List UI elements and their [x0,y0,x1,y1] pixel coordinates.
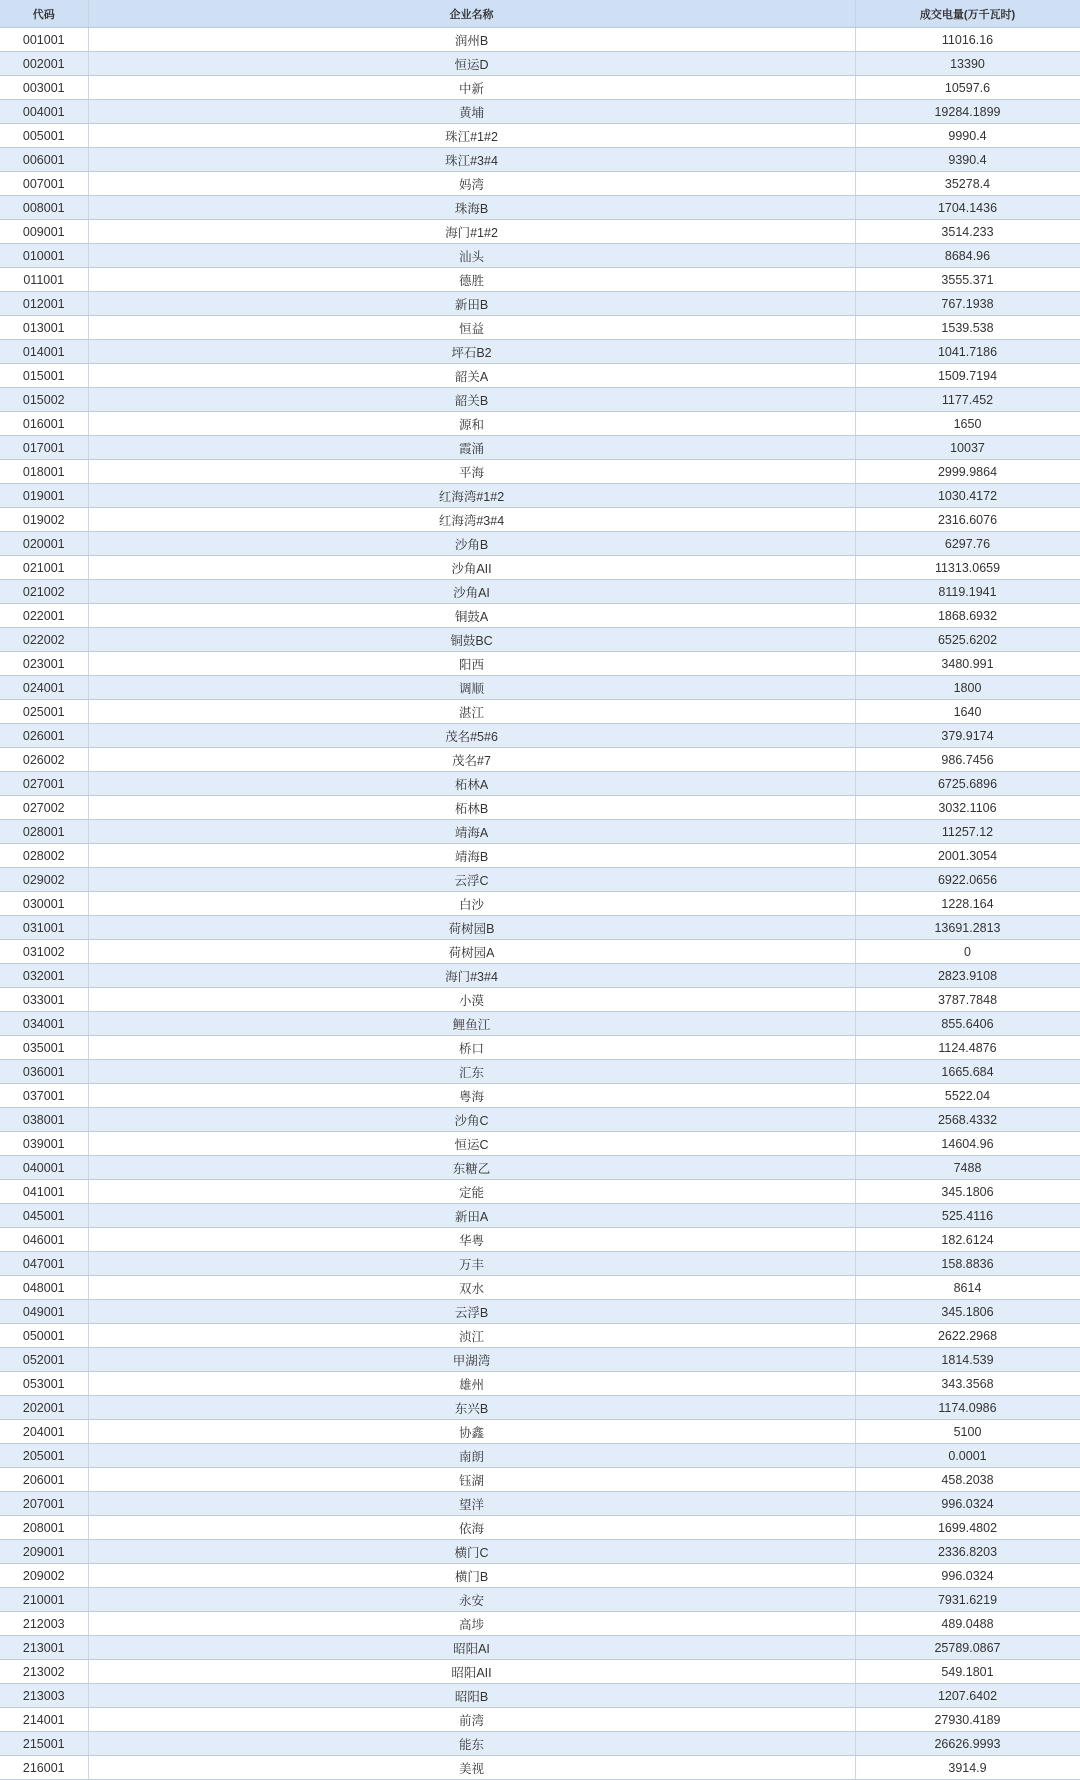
cell-code: 027001 [0,772,88,796]
cell-code: 027002 [0,796,88,820]
cell-company-name: 东糖乙 [88,1156,855,1180]
cell-volume: 6297.76 [855,532,1080,556]
table-row [0,76,1080,100]
cell-volume: 8614 [855,1276,1080,1300]
cell-volume: 14604.96 [855,1132,1080,1156]
cell-volume: 2823.9108 [855,964,1080,988]
cell-volume: 1124.4876 [855,1036,1080,1060]
table-row [0,1540,1080,1564]
cell-company-name: 粤海 [88,1084,855,1108]
cell-company-name: 源和 [88,412,855,436]
cell-code: 216001 [0,1756,88,1780]
cell-company-name: 韶关A [88,364,855,388]
table-row [0,844,1080,868]
cell-code: 035001 [0,1036,88,1060]
cell-volume: 1174.0986 [855,1396,1080,1420]
cell-company-name: 新田B [88,292,855,316]
cell-company-name: 恒益 [88,316,855,340]
cell-volume: 8684.96 [855,244,1080,268]
table-row [0,52,1080,76]
table-row [0,1732,1080,1756]
table-row [0,628,1080,652]
cell-code: 033001 [0,988,88,1012]
cell-code: 205001 [0,1444,88,1468]
cell-company-name: 依海 [88,1516,855,1540]
cell-company-name: 鲤鱼江 [88,1012,855,1036]
table-row [0,1084,1080,1108]
table-row [0,460,1080,484]
cell-code: 213002 [0,1660,88,1684]
cell-company-name: 昭阳AI [88,1636,855,1660]
cell-code: 049001 [0,1300,88,1324]
cell-volume: 7931.6219 [855,1588,1080,1612]
cell-volume: 1640 [855,700,1080,724]
table-row [0,196,1080,220]
cell-code: 031002 [0,940,88,964]
cell-volume: 767.1938 [855,292,1080,316]
header-code: 代码 [0,0,88,28]
cell-company-name: 云浮C [88,868,855,892]
cell-company-name: 昭阳B [88,1684,855,1708]
cell-code: 026001 [0,724,88,748]
cell-volume: 2999.9864 [855,460,1080,484]
table-row [0,1660,1080,1684]
cell-code: 023001 [0,652,88,676]
cell-volume: 26626.9993 [855,1732,1080,1756]
cell-volume: 996.0324 [855,1492,1080,1516]
cell-code: 019001 [0,484,88,508]
cell-company-name: 沙角AI [88,580,855,604]
table-row [0,268,1080,292]
cell-volume: 3555.371 [855,268,1080,292]
cell-code: 025001 [0,700,88,724]
cell-code: 009001 [0,220,88,244]
cell-volume: 343.3568 [855,1372,1080,1396]
cell-company-name: 昭阳AII [88,1660,855,1684]
cell-volume: 9990.4 [855,124,1080,148]
cell-volume: 2336.8203 [855,1540,1080,1564]
table-row [0,1300,1080,1324]
cell-code: 040001 [0,1156,88,1180]
cell-volume: 1539.538 [855,316,1080,340]
table-row [0,220,1080,244]
cell-volume: 549.1801 [855,1660,1080,1684]
cell-company-name: 铜鼓A [88,604,855,628]
table-row [0,700,1080,724]
cell-volume: 2622.2968 [855,1324,1080,1348]
cell-company-name: 新田A [88,1204,855,1228]
cell-company-name: 海门#1#2 [88,220,855,244]
cell-code: 202001 [0,1396,88,1420]
table-row [0,1012,1080,1036]
cell-volume: 5100 [855,1420,1080,1444]
cell-company-name: 白沙 [88,892,855,916]
table-row [0,364,1080,388]
cell-company-name: 美视 [88,1756,855,1780]
cell-volume: 27930.4189 [855,1708,1080,1732]
cell-company-name: 永安 [88,1588,855,1612]
cell-code: 037001 [0,1084,88,1108]
table-row [0,1228,1080,1252]
cell-code: 213001 [0,1636,88,1660]
cell-code: 041001 [0,1180,88,1204]
table-row [0,316,1080,340]
cell-volume: 1041.7186 [855,340,1080,364]
cell-volume: 1509.7194 [855,364,1080,388]
cell-company-name: 协鑫 [88,1420,855,1444]
table-row [0,172,1080,196]
cell-code: 039001 [0,1132,88,1156]
header-volume: 成交电量(万千瓦时) [855,0,1080,28]
cell-volume: 13691.2813 [855,916,1080,940]
cell-company-name: 小漠 [88,988,855,1012]
cell-volume: 3514.233 [855,220,1080,244]
cell-volume: 11313.0659 [855,556,1080,580]
table-row [0,412,1080,436]
cell-code: 015002 [0,388,88,412]
cell-company-name: 甲湖湾 [88,1348,855,1372]
table-row [0,676,1080,700]
cell-company-name: 珠江#3#4 [88,148,855,172]
cell-company-name: 调顺 [88,676,855,700]
cell-code: 007001 [0,172,88,196]
cell-volume: 2568.4332 [855,1108,1080,1132]
table-row [0,1204,1080,1228]
cell-code: 053001 [0,1372,88,1396]
cell-company-name: 恒运D [88,52,855,76]
cell-volume: 1177.452 [855,388,1080,412]
cell-company-name: 荷树园A [88,940,855,964]
cell-company-name: 海门#3#4 [88,964,855,988]
cell-volume: 0 [855,940,1080,964]
cell-volume: 5522.04 [855,1084,1080,1108]
table-row [0,1636,1080,1660]
table-header-row [0,0,1080,28]
cell-volume: 379.9174 [855,724,1080,748]
table-row [0,1372,1080,1396]
cell-company-name: 妈湾 [88,172,855,196]
table-row [0,1444,1080,1468]
table-row [0,1612,1080,1636]
cell-volume: 6922.0656 [855,868,1080,892]
cell-code: 038001 [0,1108,88,1132]
table-row [0,340,1080,364]
cell-company-name: 平海 [88,460,855,484]
cell-company-name: 望洋 [88,1492,855,1516]
cell-volume: 3032.1106 [855,796,1080,820]
cell-code: 029002 [0,868,88,892]
cell-volume: 9390.4 [855,148,1080,172]
cell-volume: 10037 [855,436,1080,460]
cell-company-name: 高埗 [88,1612,855,1636]
cell-volume: 3914.9 [855,1756,1080,1780]
table-row [0,964,1080,988]
table-row [0,1684,1080,1708]
cell-code: 212003 [0,1612,88,1636]
cell-code: 210001 [0,1588,88,1612]
cell-company-name: 汇东 [88,1060,855,1084]
cell-volume: 2316.6076 [855,508,1080,532]
table-row [0,580,1080,604]
cell-code: 214001 [0,1708,88,1732]
cell-company-name: 珠江#1#2 [88,124,855,148]
cell-volume: 1800 [855,676,1080,700]
cell-company-name: 桥口 [88,1036,855,1060]
cell-code: 006001 [0,148,88,172]
cell-volume: 6725.6896 [855,772,1080,796]
cell-volume: 1704.1436 [855,196,1080,220]
table-row [0,892,1080,916]
cell-volume: 1228.164 [855,892,1080,916]
cell-volume: 25789.0867 [855,1636,1080,1660]
table-row [0,124,1080,148]
table-row [0,916,1080,940]
cell-company-name: 沙角AII [88,556,855,580]
cell-volume: 8119.1941 [855,580,1080,604]
table-row [0,292,1080,316]
table-row [0,1036,1080,1060]
table-row [0,796,1080,820]
cell-code: 213003 [0,1684,88,1708]
cell-code: 047001 [0,1252,88,1276]
cell-volume: 1868.6932 [855,604,1080,628]
cell-company-name: 浈江 [88,1324,855,1348]
cell-company-name: 德胜 [88,268,855,292]
cell-code: 016001 [0,412,88,436]
table-body [0,28,1080,1780]
table-row [0,100,1080,124]
cell-volume: 13390 [855,52,1080,76]
table-row [0,1324,1080,1348]
cell-volume: 1650 [855,412,1080,436]
table-row [0,1492,1080,1516]
table-row [0,484,1080,508]
cell-company-name: 湛江 [88,700,855,724]
cell-volume: 1030.4172 [855,484,1080,508]
cell-code: 024001 [0,676,88,700]
cell-company-name: 能东 [88,1732,855,1756]
table-row [0,988,1080,1012]
cell-code: 012001 [0,292,88,316]
cell-volume: 986.7456 [855,748,1080,772]
cell-company-name: 韶关B [88,388,855,412]
cell-volume: 345.1806 [855,1180,1080,1204]
cell-company-name: 柘林A [88,772,855,796]
cell-code: 005001 [0,124,88,148]
cell-company-name: 沙角C [88,1108,855,1132]
cell-company-name: 南朗 [88,1444,855,1468]
cell-volume: 458.2038 [855,1468,1080,1492]
cell-company-name: 茂名#5#6 [88,724,855,748]
cell-code: 003001 [0,76,88,100]
cell-volume: 11016.16 [855,28,1080,52]
cell-volume: 345.1806 [855,1300,1080,1324]
cell-code: 208001 [0,1516,88,1540]
cell-code: 209001 [0,1540,88,1564]
cell-volume: 1699.4802 [855,1516,1080,1540]
table-row [0,1108,1080,1132]
cell-company-name: 珠海B [88,196,855,220]
cell-volume: 35278.4 [855,172,1080,196]
table-row [0,1348,1080,1372]
cell-code: 215001 [0,1732,88,1756]
table-row [0,1276,1080,1300]
table-row [0,1756,1080,1780]
cell-code: 021001 [0,556,88,580]
cell-company-name: 中新 [88,76,855,100]
cell-company-name: 横门C [88,1540,855,1564]
cell-code: 001001 [0,28,88,52]
cell-code: 045001 [0,1204,88,1228]
table-row [0,28,1080,52]
cell-code: 015001 [0,364,88,388]
cell-code: 021002 [0,580,88,604]
table-row [0,868,1080,892]
cell-code: 010001 [0,244,88,268]
cell-code: 050001 [0,1324,88,1348]
cell-company-name: 前湾 [88,1708,855,1732]
cell-code: 017001 [0,436,88,460]
cell-volume: 3480.991 [855,652,1080,676]
cell-volume: 855.6406 [855,1012,1080,1036]
table-row [0,244,1080,268]
table-row [0,940,1080,964]
cell-code: 052001 [0,1348,88,1372]
table-row [0,724,1080,748]
cell-code: 028001 [0,820,88,844]
cell-code: 014001 [0,340,88,364]
cell-company-name: 红海湾#3#4 [88,508,855,532]
cell-company-name: 雄州 [88,1372,855,1396]
cell-volume: 0.0001 [855,1444,1080,1468]
cell-code: 002001 [0,52,88,76]
cell-company-name: 定能 [88,1180,855,1204]
cell-code: 207001 [0,1492,88,1516]
table-row [0,820,1080,844]
table-row [0,1156,1080,1180]
cell-code: 022002 [0,628,88,652]
table-row [0,772,1080,796]
cell-company-name: 沙角B [88,532,855,556]
cell-code: 013001 [0,316,88,340]
cell-company-name: 荷树园B [88,916,855,940]
cell-company-name: 红海湾#1#2 [88,484,855,508]
cell-volume: 2001.3054 [855,844,1080,868]
table-row [0,388,1080,412]
cell-company-name: 黄埔 [88,100,855,124]
cell-company-name: 钰湖 [88,1468,855,1492]
cell-code: 209002 [0,1564,88,1588]
cell-code: 046001 [0,1228,88,1252]
cell-company-name: 坪石B2 [88,340,855,364]
cell-volume: 11257.12 [855,820,1080,844]
table-row [0,652,1080,676]
cell-code: 031001 [0,916,88,940]
cell-volume: 1814.539 [855,1348,1080,1372]
cell-volume: 182.6124 [855,1228,1080,1252]
table-row [0,1708,1080,1732]
cell-company-name: 铜鼓BC [88,628,855,652]
cell-code: 019002 [0,508,88,532]
table-row [0,556,1080,580]
table-row [0,604,1080,628]
table-row [0,1468,1080,1492]
cell-company-name: 华粤 [88,1228,855,1252]
cell-volume: 525.4116 [855,1204,1080,1228]
table-row [0,436,1080,460]
cell-volume: 1665.684 [855,1060,1080,1084]
cell-volume: 6525.6202 [855,628,1080,652]
cell-company-name: 汕头 [88,244,855,268]
cell-company-name: 阳西 [88,652,855,676]
cell-volume: 1207.6402 [855,1684,1080,1708]
cell-code: 008001 [0,196,88,220]
cell-company-name: 润州B [88,28,855,52]
cell-code: 018001 [0,460,88,484]
cell-code: 032001 [0,964,88,988]
cell-code: 030001 [0,892,88,916]
cell-company-name: 靖海A [88,820,855,844]
cell-code: 204001 [0,1420,88,1444]
cell-company-name: 横门B [88,1564,855,1588]
cell-company-name: 茂名#7 [88,748,855,772]
cell-code: 004001 [0,100,88,124]
cell-code: 028002 [0,844,88,868]
cell-code: 034001 [0,1012,88,1036]
cell-company-name: 恒运C [88,1132,855,1156]
cell-volume: 7488 [855,1156,1080,1180]
table-row [0,1564,1080,1588]
cell-volume: 3787.7848 [855,988,1080,1012]
table-row [0,1252,1080,1276]
cell-company-name: 东兴B [88,1396,855,1420]
table-row [0,148,1080,172]
table-row [0,532,1080,556]
cell-code: 206001 [0,1468,88,1492]
table-row [0,1396,1080,1420]
cell-volume: 996.0324 [855,1564,1080,1588]
table-row [0,1516,1080,1540]
cell-volume: 489.0488 [855,1612,1080,1636]
table-row [0,1180,1080,1204]
cell-code: 020001 [0,532,88,556]
cell-code: 022001 [0,604,88,628]
cell-company-name: 双水 [88,1276,855,1300]
table-row [0,748,1080,772]
header-company-name: 企业名称 [88,0,855,28]
cell-volume: 19284.1899 [855,100,1080,124]
cell-company-name: 霞涌 [88,436,855,460]
table-row [0,1132,1080,1156]
table-row [0,1060,1080,1084]
cell-code: 011001 [0,268,88,292]
cell-company-name: 靖海B [88,844,855,868]
cell-code: 026002 [0,748,88,772]
table-row [0,1420,1080,1444]
cell-volume: 10597.6 [855,76,1080,100]
cell-company-name: 柘林B [88,796,855,820]
cell-code: 048001 [0,1276,88,1300]
cell-company-name: 云浮B [88,1300,855,1324]
table-row [0,1588,1080,1612]
cell-volume: 158.8836 [855,1252,1080,1276]
cell-company-name: 万丰 [88,1252,855,1276]
table-row [0,508,1080,532]
cell-code: 036001 [0,1060,88,1084]
